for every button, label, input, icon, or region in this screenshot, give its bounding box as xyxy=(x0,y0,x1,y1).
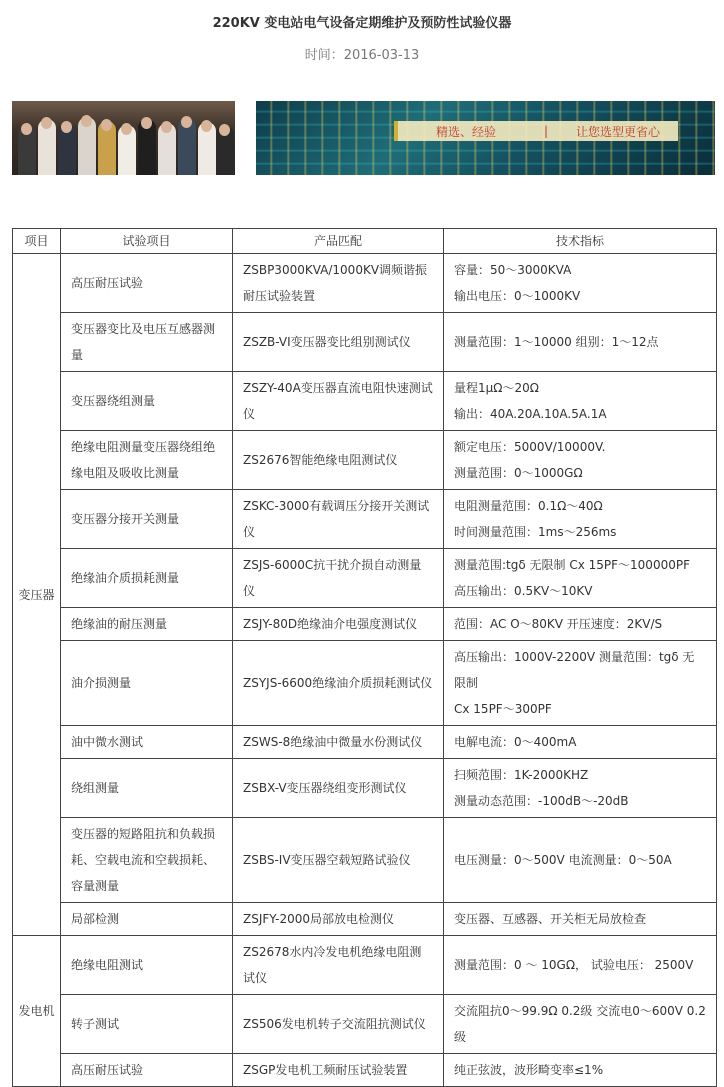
spec-line: 电压测量：0～500V 电流测量：0～50A xyxy=(454,853,672,867)
category-cell: 发电机 xyxy=(13,936,61,1087)
spec-cell xyxy=(444,608,717,641)
spec-line: 变压器、互感器、开关柜无局放检查 xyxy=(454,912,647,926)
product-cell: ZSZB-VI变压器变比组别测试仪 xyxy=(233,313,444,372)
test-item-cell: 绝缘电阻测试 xyxy=(61,936,233,995)
spec-cell xyxy=(444,995,717,1054)
spec-line: 容量：50～3000KVA xyxy=(454,263,572,277)
spec-cell xyxy=(444,641,717,726)
product-cell: ZSJS-6000C抗干扰介损自动测量仪 xyxy=(233,549,444,608)
test-item-cell: 油介损测量 xyxy=(61,641,233,726)
test-item-cell: 绝缘电阻测量变压器绕组绝缘电阻及吸收比测量 xyxy=(61,431,233,490)
test-item-cell: 绝缘油的耐压测量 xyxy=(61,608,233,641)
table-row xyxy=(13,254,717,313)
spec-cell xyxy=(444,372,717,431)
slogan-left: 精选、经验 xyxy=(436,124,497,139)
spec-cell xyxy=(444,818,717,903)
spec-line: 输出电压：0～1000KV xyxy=(454,289,581,303)
table-row xyxy=(13,490,717,549)
spec-cell xyxy=(444,726,717,759)
slogan-divider: | xyxy=(544,124,549,138)
test-item-cell: 局部检测 xyxy=(61,903,233,936)
test-item-cell: 变压器的短路阻抗和负载损耗、空载电流和空载损耗、容量测量 xyxy=(61,818,233,903)
product-cell: ZSBS-IV变压器空载短路试验仪 xyxy=(233,818,444,903)
equipment-spec-table xyxy=(12,228,717,1087)
spec-cell xyxy=(444,313,717,372)
product-cell: ZSWS-8绝缘油中微量水份测试仪 xyxy=(233,726,444,759)
spec-line: 测量范围：0 ～ 10GΩ， 试验电压： 2500V xyxy=(454,958,694,972)
spec-cell xyxy=(444,431,717,490)
banner-slogan xyxy=(394,121,678,141)
spec-line: 测量动态范围：-100dB～-20dB xyxy=(454,794,629,808)
spec-line: Cx 15PF～300PF xyxy=(454,702,552,716)
table-row xyxy=(13,936,717,995)
spec-line: 高压输出：0.5KV～10KV xyxy=(454,584,593,598)
team-photo xyxy=(12,101,235,175)
table-row xyxy=(13,903,717,936)
table-row xyxy=(13,726,717,759)
table-header-row xyxy=(13,229,717,254)
table-row xyxy=(13,608,717,641)
test-item-cell: 转子测试 xyxy=(61,995,233,1054)
spec-line: 电解电流：0～400mA xyxy=(454,735,577,749)
product-cell: ZS506发电机转子交流阻抗测试仪 xyxy=(233,995,444,1054)
product-cell: ZSKC-3000有载调压分接开关测试仪 xyxy=(233,490,444,549)
spec-cell xyxy=(444,1054,717,1087)
publish-date: 时间：2016-03-13 xyxy=(304,48,420,63)
header-test-item: 试验项目 xyxy=(61,229,233,254)
product-cell: ZSZY-40A变压器直流电阻快速测试仪 xyxy=(233,372,444,431)
table-row xyxy=(13,995,717,1054)
test-item-cell: 变压器绕组测量 xyxy=(61,372,233,431)
table-row xyxy=(13,313,717,372)
table-row xyxy=(13,759,717,818)
header-product: 产品匹配 xyxy=(233,229,444,254)
test-item-cell: 变压器分接开关测量 xyxy=(61,490,233,549)
category-cell: 变压器 xyxy=(13,254,61,936)
table-row xyxy=(13,372,717,431)
header-spec: 技术指标 xyxy=(444,229,717,254)
spec-cell xyxy=(444,490,717,549)
product-cell: ZSYJS-6600绝缘油介质损耗测试仪 xyxy=(233,641,444,726)
spec-line: 电阻测量范围：0.1Ω～40Ω xyxy=(454,499,603,513)
spec-cell xyxy=(444,759,717,818)
product-cell: ZSBX-V变压器绕组变形测试仪 xyxy=(233,759,444,818)
table-row xyxy=(13,818,717,903)
spec-line: 高压输出：1000V-2200V 测量范围：tgδ 无限制 xyxy=(454,650,695,690)
product-cell: ZSJY-80D绝缘油介电强度测试仪 xyxy=(233,608,444,641)
article-title: 220KV 变电站电气设备定期维护及预防性试验仪器 xyxy=(212,16,512,31)
promo-banner xyxy=(256,101,715,175)
spec-line: 纯正弦波，波形畸变率≤1% xyxy=(454,1063,604,1077)
spec-cell xyxy=(444,254,717,313)
header-category: 项目 xyxy=(13,229,61,254)
product-cell: ZSBP3000KVA/1000KV调频谐振耐压试验装置 xyxy=(233,254,444,313)
spec-line: 测量范围：0～1000GΩ xyxy=(454,466,583,480)
test-item-cell: 绝缘油介质损耗测量 xyxy=(61,549,233,608)
product-cell: ZS2678水内冷发电机绝缘电阻测试仪 xyxy=(233,936,444,995)
spec-cell xyxy=(444,903,717,936)
spec-line: 测量范围:tgδ 无限制 Cx 15PF～100000PF xyxy=(454,558,690,572)
product-cell: ZSJFY-2000局部放电检测仪 xyxy=(233,903,444,936)
spec-cell xyxy=(444,549,717,608)
table-row xyxy=(13,431,717,490)
spec-cell xyxy=(444,936,717,995)
spec-line: 交流阻抗0～99.9Ω 0.2级 交流电0～600V 0.2级 xyxy=(454,1004,706,1044)
table-row xyxy=(13,1054,717,1087)
spec-line: 范围：AC O～80KV 开压速度：2KV/S xyxy=(454,617,663,631)
spec-line: 额定电压：5000V/10000V. xyxy=(454,440,606,454)
spec-line: 扫频范围：1K-2000KHZ xyxy=(454,768,589,782)
test-item-cell: 绕组测量 xyxy=(61,759,233,818)
test-item-cell: 油中微水测试 xyxy=(61,726,233,759)
slogan-right: 让您选型更省心 xyxy=(576,124,661,139)
spec-line: 测量范围：1～10000 组别：1～12点 xyxy=(454,335,659,349)
test-item-cell: 高压耐压试验 xyxy=(61,254,233,313)
product-cell: ZSGP发电机工频耐压试验装置 xyxy=(233,1054,444,1087)
spec-line: 时间测量范围：1ms～256ms xyxy=(454,525,617,539)
test-item-cell: 高压耐压试验 xyxy=(61,1054,233,1087)
product-cell: ZS2676智能绝缘电阻测试仪 xyxy=(233,431,444,490)
table-row xyxy=(13,641,717,726)
test-item-cell: 变压器变比及电压互感器测量 xyxy=(61,313,233,372)
spec-line: 量程1μΩ～20Ω xyxy=(454,381,539,395)
table-row xyxy=(13,549,717,608)
spec-line: 输出：40A.20A.10A.5A.1A xyxy=(454,407,607,421)
